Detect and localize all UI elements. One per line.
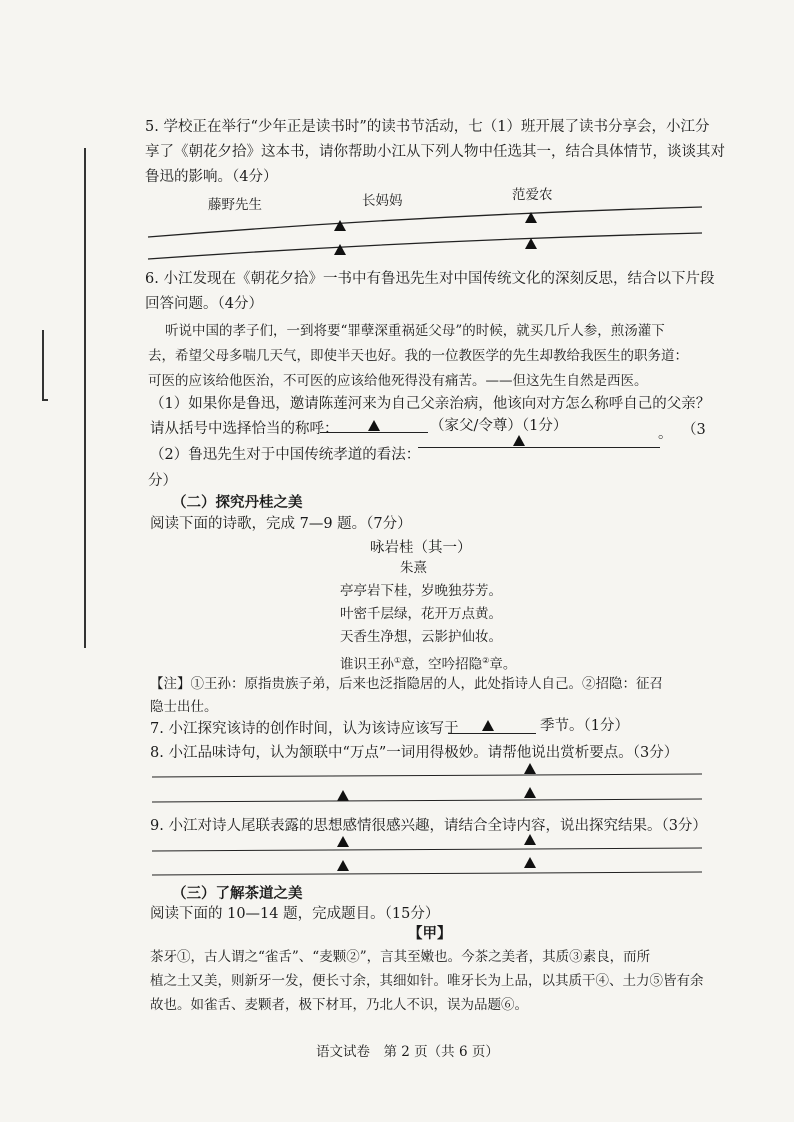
q5-option-3: 范爱农 [512, 187, 553, 203]
q5-option-2: 长妈妈 [362, 193, 403, 209]
answer-mark [524, 857, 536, 868]
answer-mark [524, 787, 536, 798]
q6-score-a: （3 [682, 422, 706, 438]
poem-note-2: 隐士出仕。 [150, 699, 218, 715]
poem-line-4: 谁识王孙①意，空吟招隐②章。 [340, 656, 517, 673]
answer-mark [368, 420, 380, 431]
q6-sub2-blank [418, 447, 660, 448]
page-footer: 语文试卷 第 2 页（共 6 页） [316, 1044, 499, 1060]
answer-mark [525, 212, 537, 223]
q5-line3: 鲁迅的影响。（4分） [145, 169, 278, 185]
answer-mark [334, 244, 346, 255]
poem-line-2: 叶密千层绿，花开万点黄。 [340, 606, 502, 622]
passage-jia-line-2: 植之土又美，则新牙一发，便长寸余，其细如针。唯牙长为上品，以其质干④、土力⑤皆有余 [150, 973, 704, 989]
q5-line2: 享了《朝花夕拾》这本书，请你帮助小江从下列人物中任选其一，结合具体情节，谈谈其对 [145, 144, 725, 160]
section2-instruction: 阅读下面的诗歌，完成 7—9 题。（7分） [150, 516, 412, 532]
answer-mark [524, 763, 536, 774]
passage-jia-label: 【甲】 [408, 925, 452, 942]
passage-jia-line-1: 茶牙①，古人谓之“雀舌”、“麦颗②”，言其至嫩也。今茶之美者，其质③素良，而所 [150, 949, 651, 965]
answer-mark [513, 435, 525, 446]
q6-line2: 回答问题。（4分） [145, 296, 263, 312]
q6-passage-3: 可医的应该给他医治，不可医的应该给他死得没有痛苦。——但这先生自然是西医。 [148, 373, 648, 389]
poem-author: 朱熹 [400, 560, 427, 576]
q8-text: 8. 小江品味诗句，认为颔联中“万点”一词用得极妙。请帮他说出赏析要点。（3分） [150, 745, 679, 761]
section3-instruction: 阅读下面的 10—14 题，完成题目。（15分） [150, 906, 440, 922]
q6-passage-1: 听说中国的孝子们，一到将要“罪孽深重祸延父母”的时候，就买几斤人参，煎汤灌下 [165, 323, 665, 339]
q5-line1: 5. 学校正在举行“少年正是读书时”的读书节活动，七（1）班开展了读书分享会，小江分 [145, 119, 710, 135]
section3-title: （三）了解茶道之美 [172, 885, 303, 902]
answer-mark [524, 834, 536, 845]
poem-line-3: 天香生净想，云影护仙妆。 [340, 629, 502, 645]
q5-option-1: 藤野先生 [208, 197, 262, 213]
section2-title: （二）探究丹桂之美 [172, 494, 303, 511]
answer-mark [337, 860, 349, 871]
q6-sub1-options: （家父/令尊）（1分） [430, 418, 568, 434]
q6-score-b: 分） [148, 473, 177, 489]
answer-mark [525, 238, 537, 249]
q6-line1: 6. 小江发现在《朝花夕拾》一书中有鲁迅先生对中国传统文化的深刻反思，结合以下片段 [145, 271, 715, 287]
q6-passage-2: 去，希望父母多喘几天气，即使半天也好。我的一位教医学的先生却教给我医生的职务道： [148, 348, 688, 364]
q9-text: 9. 小江对诗人尾联表露的思想感情很感兴趣，请结合全诗内容，说出探究结果。（3分） [150, 818, 707, 834]
q6-sub2-question: （2）鲁迅先生对于中国传统孝道的看法： [150, 447, 421, 463]
q7-suffix: 季节。（1分） [540, 718, 629, 734]
poem-line-1: 亭亭岩下桂，岁晚独芬芳。 [340, 583, 502, 599]
passage-jia-line-3: 故也。如雀舌、麦颗者，极下材耳，乃北人不识，误为品题⑥。 [150, 997, 528, 1013]
answer-mark [482, 720, 494, 731]
q6-sub1-instruction: 请从括号中选择恰当的称呼： [150, 421, 339, 437]
q6-sub1-question: （1）如果你是鲁迅，邀请陈莲河来为自己父亲治病，他该向对方怎么称呼自己的父亲？ [150, 396, 711, 412]
q7-text: 7. 小江探究该诗的创作时间，认为该诗应该写于 [150, 721, 459, 737]
poem-note-1: 【注】①王孙：原指贵族子弟，后来也泛指隐居的人，此处指诗人自己。②招隐：征召 [150, 676, 663, 692]
answer-mark [337, 836, 349, 847]
poem-title: 咏岩桂（其一） [370, 540, 472, 556]
answer-mark [337, 790, 349, 801]
q6-sub1-blank [320, 432, 428, 433]
q6-period: 。 [658, 426, 673, 442]
answer-mark [334, 220, 346, 231]
q7-blank [448, 733, 536, 734]
